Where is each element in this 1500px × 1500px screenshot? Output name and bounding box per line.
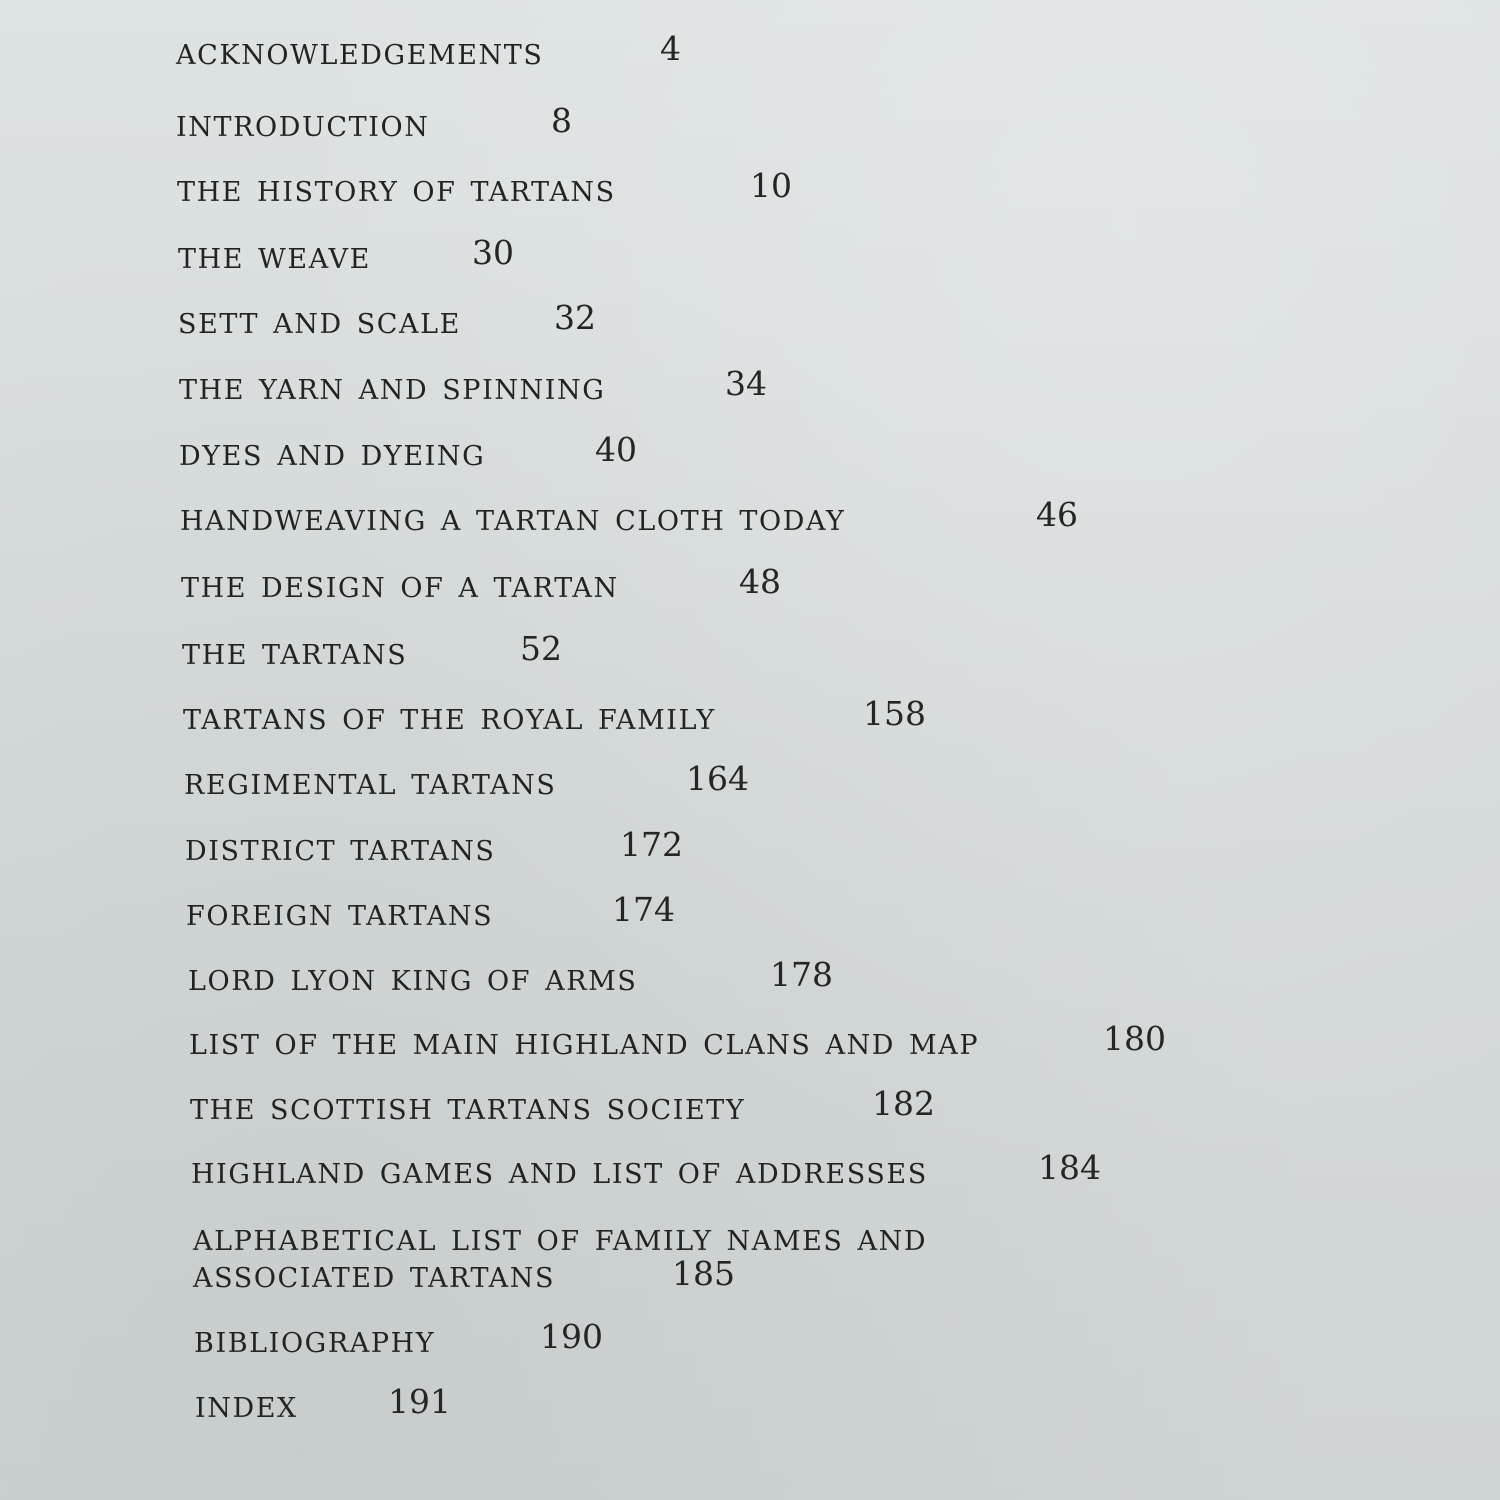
- toc-entry-bibliography: [194, 1317, 603, 1362]
- toc-entry-page-number: 174: [612, 890, 675, 929]
- toc-entry-acknowledgements: [176, 29, 681, 74]
- toc-entry-regimental-tartans: [184, 759, 749, 804]
- toc-entry-history-of-tartans: [177, 166, 792, 211]
- toc-entry-title: district tartans: [185, 825, 496, 870]
- toc-entry-royal-family: [183, 694, 926, 739]
- toc-entry-dyes-and-dyeing: [179, 430, 637, 475]
- toc-entry-sett-and-scale: [178, 298, 596, 343]
- toc-entry-title: the scottish tartans society: [190, 1084, 746, 1129]
- toc-entry-page-number: 190: [540, 1317, 603, 1356]
- toc-entry-introduction: [176, 101, 572, 146]
- toc-entry-page-number: 185: [672, 1254, 735, 1293]
- toc-entry-highland-clans-map: [189, 1019, 1166, 1064]
- toc-entry-page-number: 46: [1036, 495, 1078, 534]
- toc-entry-title: introduction: [176, 101, 430, 146]
- toc-entry-the-tartans: [182, 629, 562, 674]
- toc-entry-scottish-tartans-society: [190, 1084, 935, 1129]
- toc-entry-title: index: [195, 1382, 298, 1427]
- toc-entry-lord-lyon: [188, 955, 833, 1000]
- toc-entry-title: the weave: [178, 233, 371, 278]
- toc-entry-foreign-tartans: [186, 890, 675, 935]
- toc-entry-page-number: 40: [595, 430, 637, 469]
- toc-entry-title: highland games and list of addresses: [191, 1148, 928, 1193]
- toc-entry-title: list of the main highland clans and map: [189, 1019, 980, 1064]
- toc-entry-the-weave: [178, 233, 514, 278]
- toc-entry-page-number: 4: [660, 29, 681, 68]
- toc-entry-page-number: 172: [620, 825, 683, 864]
- toc-entry-page-number: 191: [388, 1382, 451, 1421]
- toc-entry-page-number: 164: [686, 759, 749, 798]
- toc-entry-page-number: 32: [554, 298, 596, 337]
- toc-entry-page-number: 48: [739, 562, 781, 601]
- toc-entry-highland-games: [191, 1148, 1101, 1193]
- toc-entry-title: dyes and dyeing: [179, 430, 486, 475]
- toc-entry-title: lord lyon king of arms: [188, 955, 638, 1000]
- toc-entry-title-line-2: associated tartans: [193, 1252, 556, 1297]
- toc-entry-page-number: 52: [520, 629, 562, 668]
- toc-entry-title: foreign tartans: [186, 890, 494, 935]
- toc-entry-title: regimental tartans: [184, 759, 557, 804]
- toc-entry-title: the history of tartans: [177, 166, 616, 211]
- toc-entry-page-number: 178: [770, 955, 833, 994]
- toc-entry-yarn-and-spinning: [179, 364, 767, 409]
- toc-entry-page-number: 184: [1038, 1148, 1101, 1187]
- toc-entry-title: tartans of the royal family: [183, 694, 716, 739]
- toc-entry-title: acknowledgements: [176, 29, 544, 74]
- toc-entry-page-number: 182: [872, 1084, 935, 1123]
- toc-entry-page-number: 10: [750, 166, 792, 205]
- toc-entry-title: handweaving a tartan cloth today: [180, 495, 846, 540]
- toc-entry-page-number: 8: [551, 101, 572, 140]
- toc-entry-title: sett and scale: [178, 298, 461, 343]
- toc-entry-page-number: 30: [472, 233, 514, 272]
- toc-entry-title: bibliography: [194, 1317, 436, 1362]
- toc-entry-title: the tartans: [182, 629, 408, 674]
- toc-entry-page-number: 158: [863, 694, 926, 733]
- toc-entry-index: [195, 1382, 451, 1427]
- toc-entry-page-number: 34: [725, 364, 767, 403]
- toc-entry-handweaving: [180, 495, 1078, 540]
- toc-entry-title: the design of a tartan: [181, 562, 619, 607]
- toc-entry-family-names: [193, 1215, 928, 1297]
- toc-entry-title-line-1: alphabetical list of family names and: [193, 1215, 928, 1260]
- toc-entry-design-of-a-tartan: [181, 562, 781, 607]
- toc-entry-page-number: 180: [1103, 1019, 1166, 1058]
- toc-entry-district-tartans: [185, 825, 683, 870]
- toc-entry-title: the yarn and spinning: [179, 364, 606, 409]
